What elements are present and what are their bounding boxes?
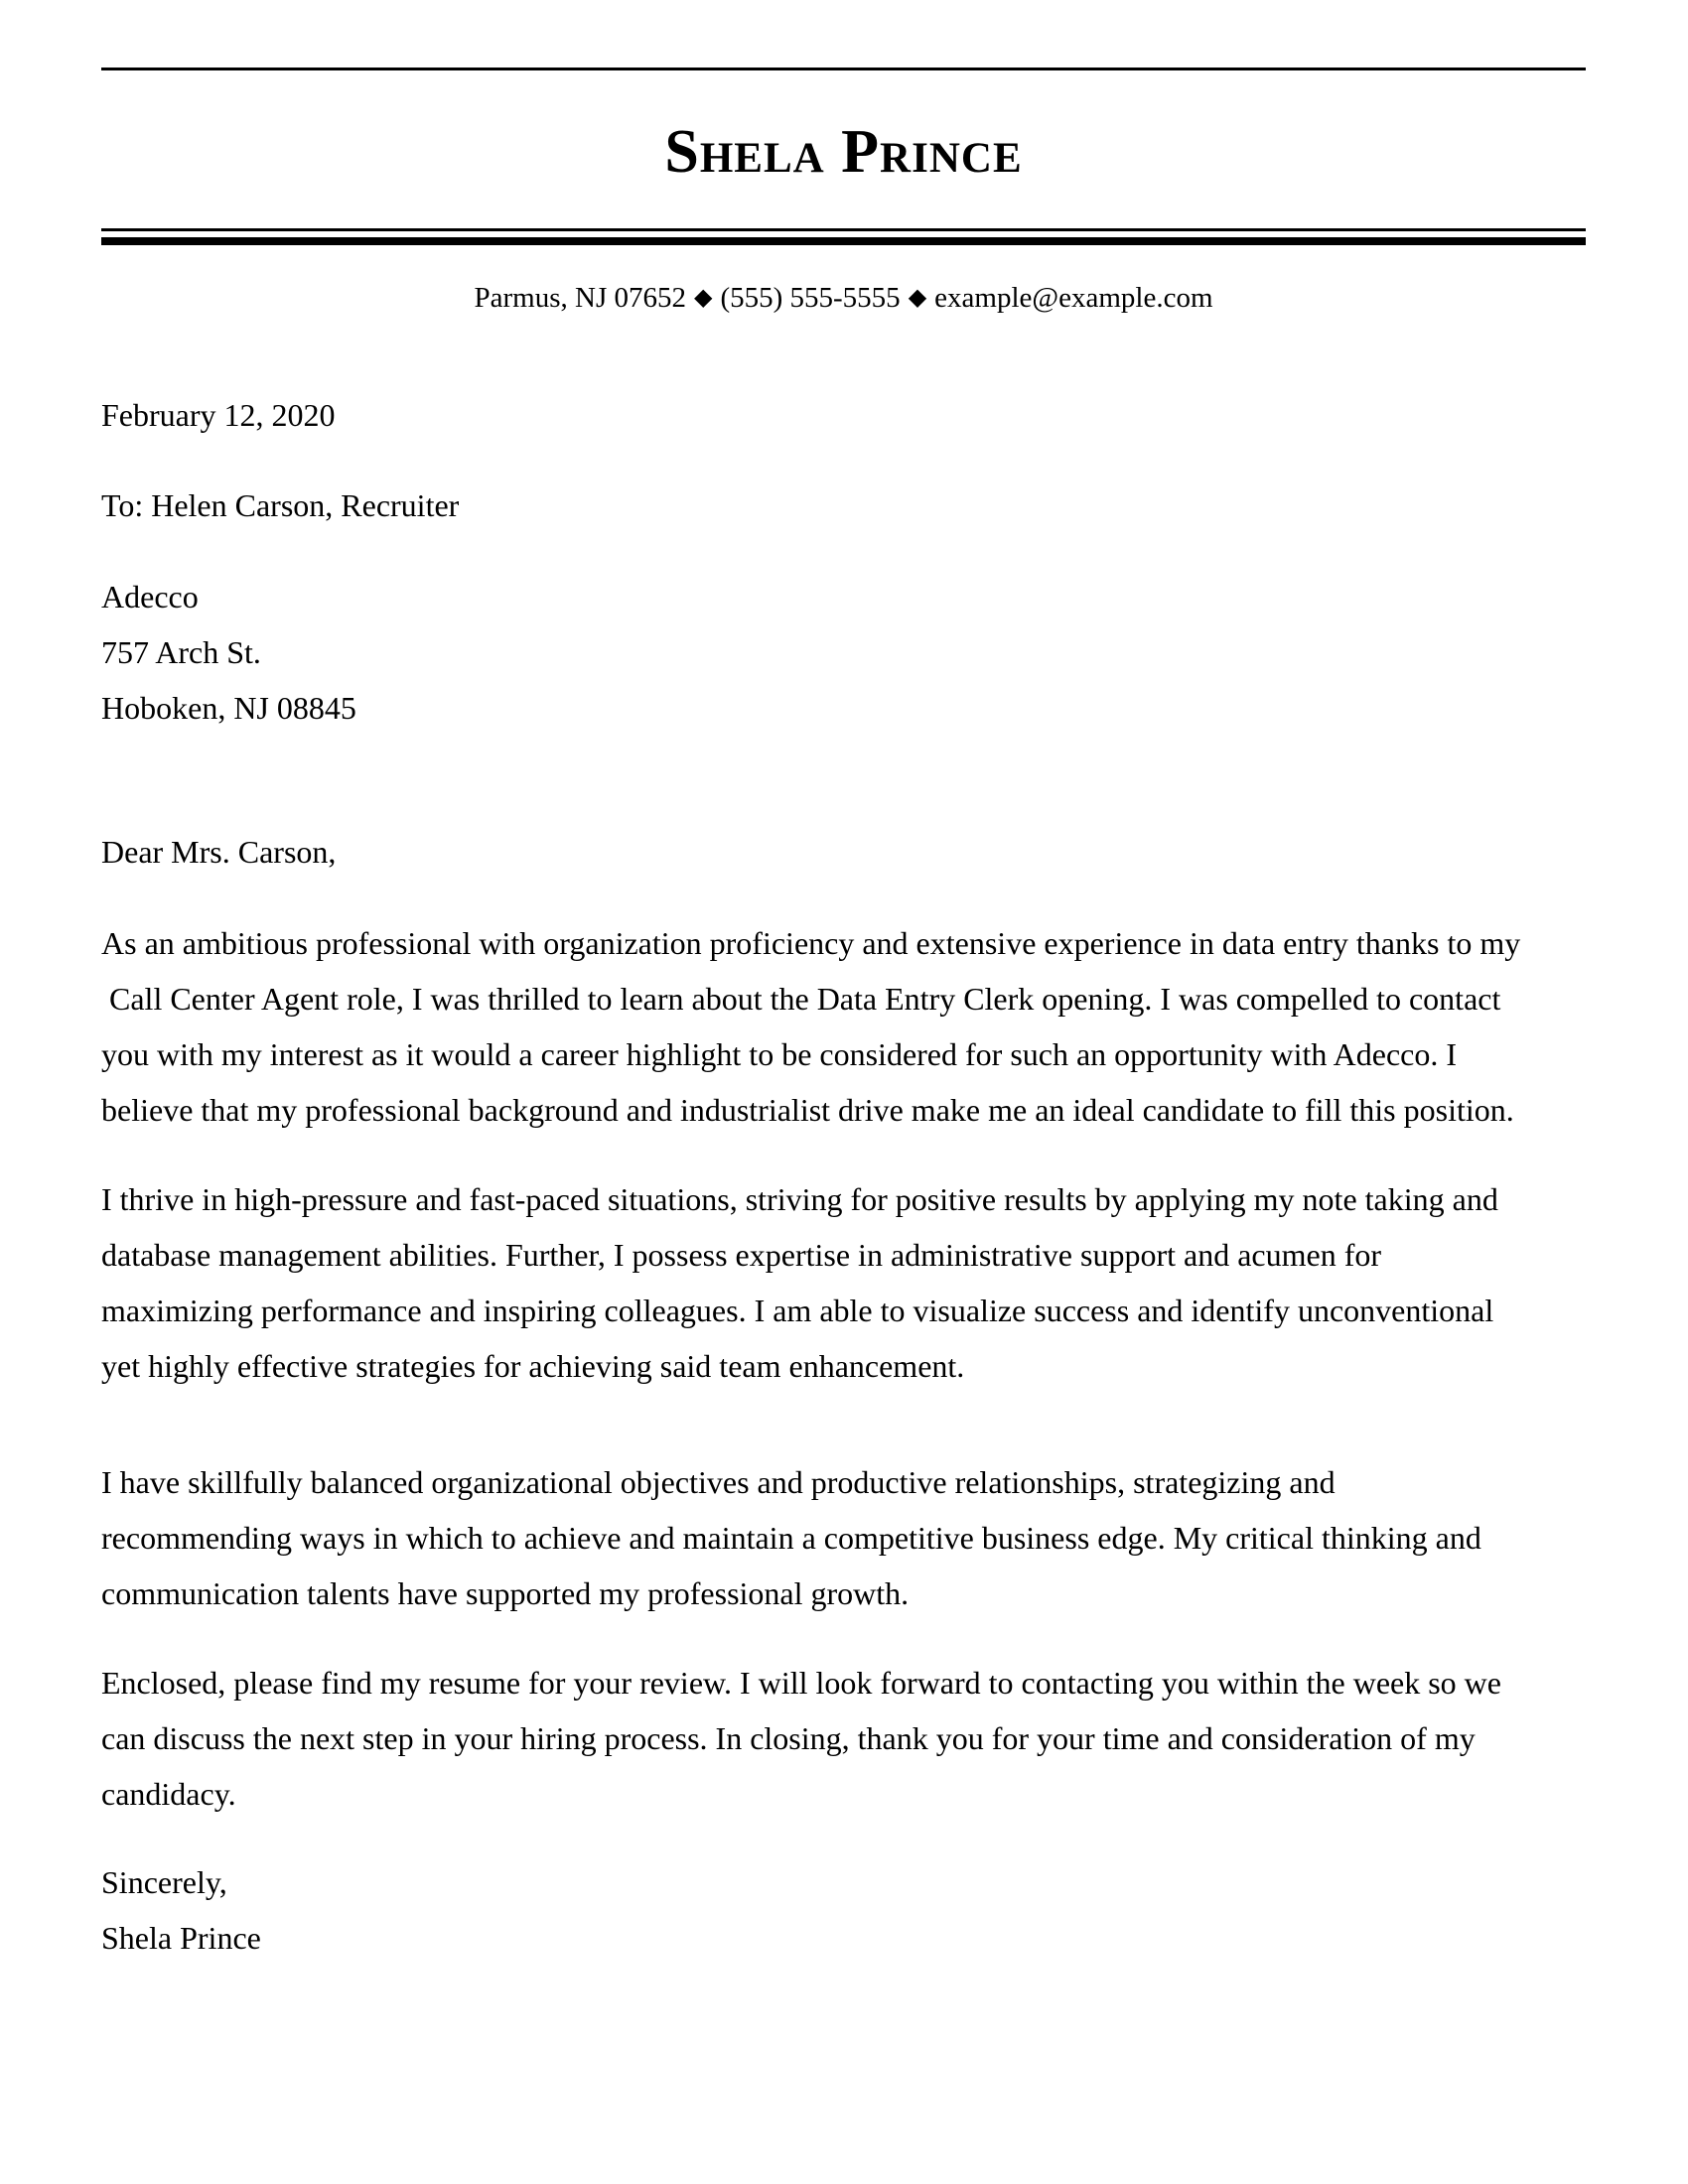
paragraph-line: communication talents have supported my professional growth. [101,1575,910,1611]
paragraph-line: I have skillfully balanced organizational objectives and productive relationships, strategizing and [101,1464,1336,1500]
paragraph-line: As an ambitious professional with organization proficiency and extensive experience in data entry thanks to my [101,925,1521,961]
body-paragraph-1 [101,915,1591,1138]
recipient-address [101,569,1591,736]
applicant-name: Shela Prince [664,118,1023,186]
header-thin-rule [101,228,1586,231]
paragraph-line: believe that my professional background and industrialist drive make me an ideal candidate to fill this position. [101,1092,1514,1128]
recipient-company: Adecco [101,579,199,614]
body-paragraph-2 [101,1171,1591,1394]
contact-phone: (555) 555-5555 [720,282,901,314]
diamond-separator-icon: ◆ [693,285,713,311]
paragraph-line: Call Center Agent role, I was thrilled to learn about the Data Entry Clerk opening. I was compelled to contact [101,981,1501,1017]
paragraph-line: maximizing performance and inspiring colleagues. I am able to visualize success and identify unconventional [101,1293,1494,1328]
letter-closing-block [101,1854,1591,1966]
signature-name: Shela Prince [101,1920,261,1956]
body-paragraph-3 [101,1454,1591,1621]
paragraph-line: you with my interest as it would a career highlight to be considered for such an opportunity with Adecco. I [101,1036,1457,1072]
body-paragraph-4 [101,1655,1591,1822]
closing: Sincerely, [101,1864,227,1900]
paragraph-line: Enclosed, please find my resume for your review. I will look forward to contacting you within the week so we [101,1665,1501,1701]
paragraph-line: can discuss the next step in your hiring process. In closing, thank you for your time and consideration of my [101,1720,1476,1756]
paragraph-line: database management abilities. Further, I possess expertise in administrative support and acumen for [101,1237,1382,1273]
recipient-street: 757 Arch St. [101,634,261,670]
contact-line [101,276,1586,322]
salutation: Dear Mrs. Carson, [101,834,337,870]
contact-email: example@example.com [934,282,1213,314]
header-thick-rule [101,237,1586,245]
paragraph-line: I thrive in high-pressure and fast-paced situations, striving for positive results by applying my note taking and [101,1181,1498,1217]
contact-location: Parmus, NJ 07652 [474,282,686,314]
recipient-line: To: Helen Carson, Recruiter [101,487,460,523]
letter-date: February 12, 2020 [101,397,336,433]
diamond-separator-icon: ◆ [908,285,927,311]
paragraph-line: recommending ways in which to achieve and maintain a competitive business edge. My critical thinking and [101,1520,1481,1556]
paragraph-line: yet highly effective strategies for achieving said team enhancement. [101,1348,965,1384]
paragraph-line: candidacy. [101,1776,236,1812]
recipient-city: Hoboken, NJ 08845 [101,690,356,726]
header-top-rule [101,68,1586,70]
